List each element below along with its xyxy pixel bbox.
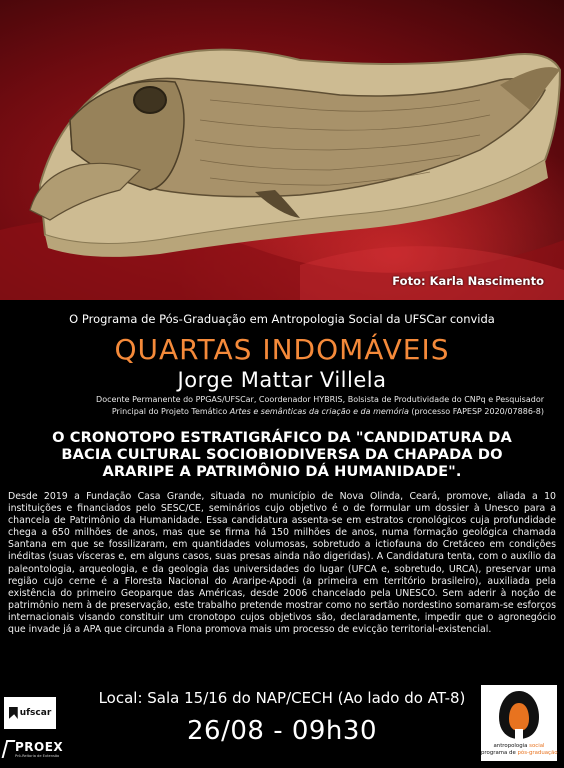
proex-logo-text: PROEX bbox=[15, 740, 64, 754]
proex-logo-subtitle: Pró-Reitoria de Extensão bbox=[15, 754, 60, 758]
event-datetime: 26/08 - 09h30 bbox=[187, 716, 377, 746]
fossil-photo bbox=[0, 0, 564, 300]
ufscar-logo-text: ufscar bbox=[19, 708, 52, 718]
event-title: QUARTAS INDOMÁVEIS bbox=[114, 333, 450, 366]
speaker-bio-line2 bbox=[20, 406, 544, 418]
ppgas-line1-b: social bbox=[529, 743, 545, 749]
talk-title-line3: ARARIPE A PATRIMÔNIO DÁ HUMANIDADE". bbox=[102, 463, 462, 480]
ufscar-logo bbox=[4, 697, 56, 729]
talk-title-line2: BACIA CULTURAL SOCIOBIODIVERSA DA CHAPADA DO bbox=[61, 446, 503, 463]
talk-title bbox=[14, 429, 550, 480]
speaker-name: Jorge Mattar Villela bbox=[177, 368, 387, 392]
ppgas-line2-b: pós-graduação bbox=[517, 750, 558, 756]
ppgas-logo bbox=[481, 685, 557, 761]
proex-logo bbox=[3, 740, 65, 764]
talk-title-line1: O CRONOTOPO ESTRATIGRÁFICO DA "CANDIDATURA DA bbox=[52, 429, 512, 446]
ppgas-line2-a: programa de bbox=[481, 750, 518, 756]
speaker-bio-line1: Docente Permanente do PPGAS/UFSCar, Coordenador HYBRIS, Bolsista de Produtividade do CNPq e Pesquisador bbox=[96, 395, 544, 404]
speaker-bio-suffix: (processo FAPESP 2020/07886-8) bbox=[408, 407, 544, 416]
intro-text: O Programa de Pós-Graduação em Antropologia Social da UFSCar convida bbox=[69, 312, 495, 326]
abstract-text: Desde 2019 a Fundação Casa Grande, situada no município de Nova Olinda, Ceará, promove, aliada a 10 instituições e financiados pelo SESC/CE, seminários cujo objetivo é o de formular um dossier à Unesco para a chancela de Patrimônio da Humanidade. Essa candidatura assenta-se em estratos cronológicos cuja profundidade chega a 650 milhões de anos, mas que se firma há 150 milhões de anos, numa formação geológica chamada Santana em que se fossilizaram, em quantidades volumosas, sobretudo a ictiofauna do Cretáceo em condições inéditas (suas vísceras e, em alguns casos, suas presas ainda não digeridas). A Candidatura tenta, com o auxílio da paleontologia, arqueologia, e da geologia das universidades do lugar (UFCA e, sobretudo, URCA), preservar uma região cujo cerne é a Floresta Nacional do Araripe-Apodi (a primeira em território brasileiro), auxiliada pela existência do primeiro Geoparque das Américas, desde 2006 chancelado pela UNESCO. Sem aderir à noção de patrimônio nem à de preservação, este trabalho pretende mostrar como no sertão nordestino somaram-se esforços internacionais visando constituir um cronotopo cujos objetivos são, declaradamente, impedir que o agronegócio que invade já a APA que circunda a Flona promova mais um processo de evicção territorial-existencial. bbox=[8, 491, 556, 636]
ufscar-mark-icon bbox=[9, 707, 18, 719]
ppgas-logo-line2 bbox=[481, 750, 557, 756]
proex-mark-icon bbox=[2, 740, 16, 758]
speaker-bio-project: Artes e semânticas da criação e da memória bbox=[229, 407, 409, 416]
photo-credit: Foto: Karla Nascimento bbox=[392, 274, 544, 288]
ppgas-line1-a: antropologia bbox=[493, 743, 530, 749]
ppgas-logo-line1 bbox=[481, 743, 557, 749]
ppgas-mark-icon bbox=[495, 689, 543, 741]
speaker-bio-prefix: Principal do Projeto Temático bbox=[111, 407, 230, 416]
event-location: Local: Sala 15/16 do NAP/CECH (Ao lado do AT-8) bbox=[98, 689, 466, 707]
fossil-fish-image bbox=[0, 0, 564, 300]
speaker-bio bbox=[20, 394, 544, 418]
